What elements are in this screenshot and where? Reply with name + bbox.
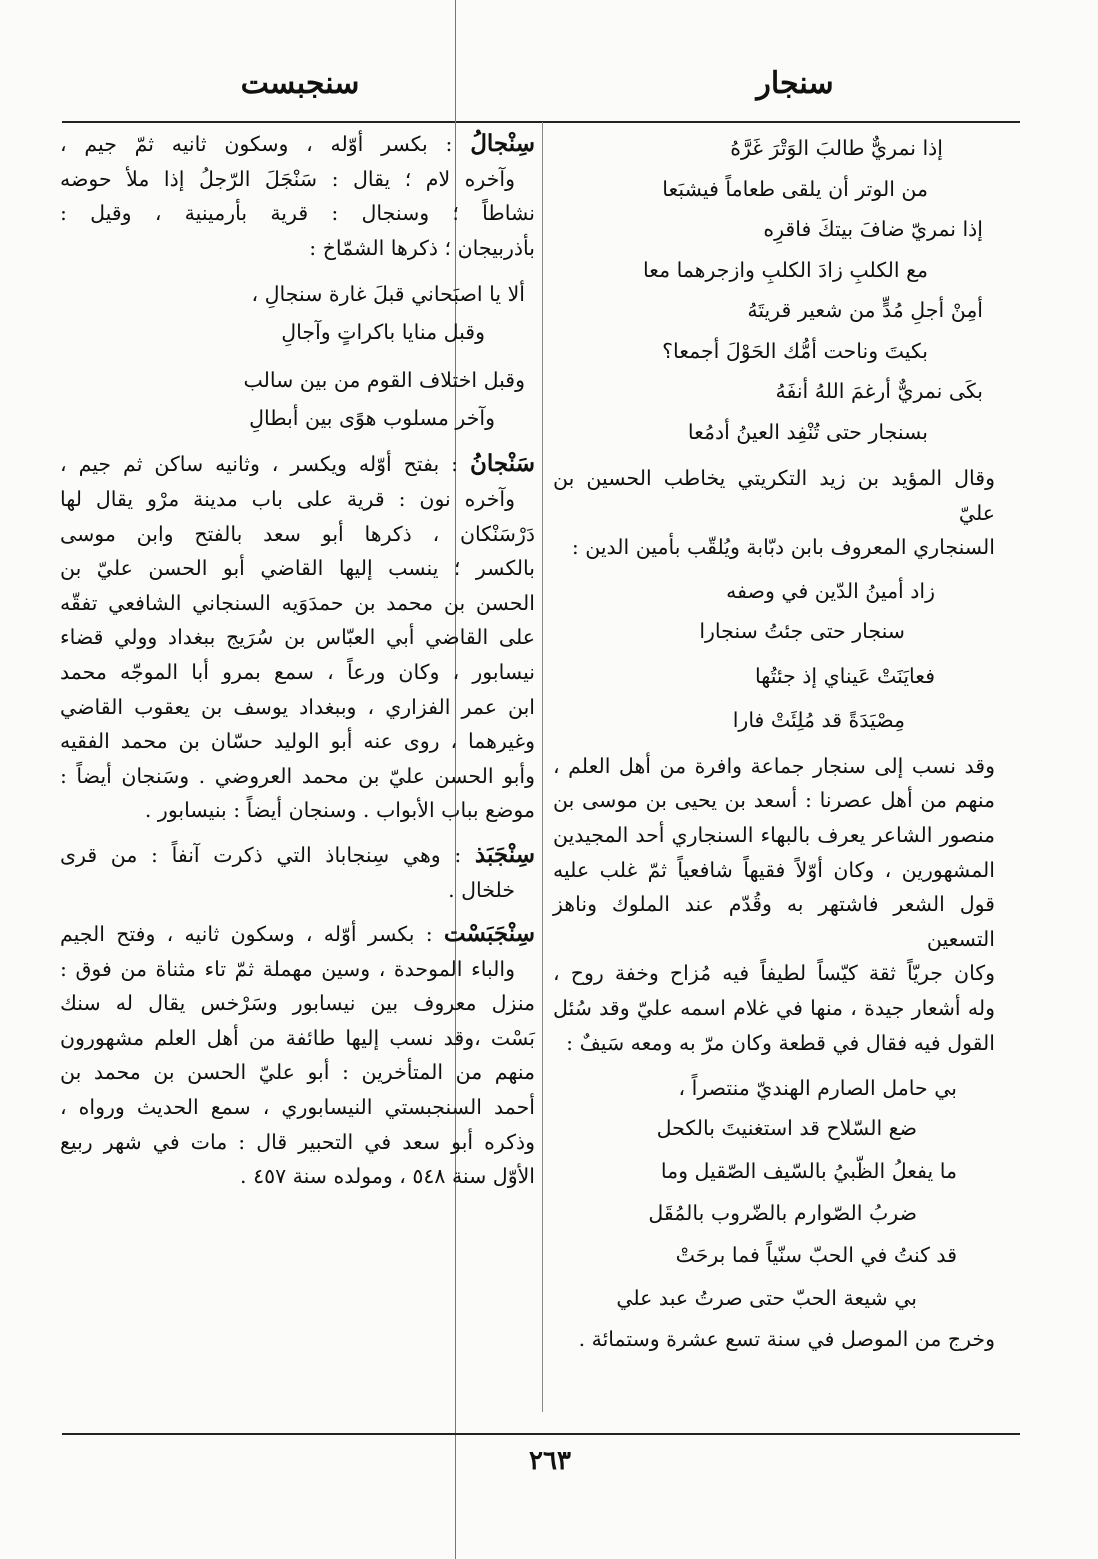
- text-line: الحسن بن محمد بن حمدَوَيه السنجاني الشافعي تفقّه: [60, 590, 535, 615]
- text-line: وذكره أبو سعد في التحبير قال : مات في شهر ربيع: [60, 1129, 535, 1154]
- entry-sanjan: [60, 447, 535, 828]
- verse-line: مِصْيَدَةً قد مُلِئَتْ فارا: [732, 707, 905, 732]
- verse-line: وقبل اختلاف القوم من بين سالب: [243, 368, 525, 393]
- verse-line: بي حامل الصارم الهنديّ منتصراً ،: [678, 1076, 957, 1101]
- text-line: وغيرهما ، روى عنه أبو الوليد حسّان بن محمد الفقيه: [60, 729, 535, 754]
- verse-line: مع الكلبِ زادَ الكلبِ وازجرهما معا: [642, 258, 928, 282]
- text-line: موضع بباب الأبواب . وسنجان أيضاً : بنيسابور .: [144, 798, 535, 823]
- text-line: : بكسر أوّله ، وسكون ثانيه ثمّ جيم ،: [60, 132, 453, 156]
- text-line: منصور الشاعر يعرف بالبهاء السنجاري أحد المجيدين: [553, 822, 995, 847]
- verse-line: زاد أمينُ الدّين في وصفه: [726, 578, 935, 603]
- verse-block-c: [553, 1068, 995, 1318]
- entry-sinjabast: [60, 917, 535, 1194]
- text-line: وأبو الحسن عليّ بن محمد العروضي . وسَنجان أيضاً :: [60, 763, 535, 788]
- verse-line: بكَى نمريٌّ أرغمَ اللهُ أنفَهُ: [775, 379, 983, 403]
- verse-block-sinjal-b: [60, 361, 535, 437]
- verse-block-a: [553, 127, 995, 451]
- verse-line: سنجار حتى جئتُ سنجارا: [699, 618, 905, 643]
- text-line: وآخره نون : قرية على باب مدينة مرْو يقال لها: [60, 486, 515, 511]
- text-line: والباء الموحدة ، وسين مهملة ثمّ تاء مثناة من فوق :: [60, 956, 515, 981]
- text-line: وقد نسب إلى سنجار جماعة وافرة من أهل العلم ،: [553, 753, 995, 778]
- text-line: ابن عمر الفزاري ، وببغداد يوسف بن يعقوب القاضي: [60, 694, 535, 719]
- headword: سِنْجَبَسْت: [443, 920, 535, 948]
- column-divider: [542, 122, 543, 1412]
- text-line: نيسابور ، وكان ورعاً ، سمع بمرو أبا الموجّه محمد: [60, 659, 535, 684]
- text-line: : وهي سِنجاباذ التي ذكرت آنفاً : من قرى: [60, 842, 462, 867]
- text-line: بأذربيجان ؛ ذكرها الشمّاخ :: [309, 235, 535, 260]
- bottom-rule: [62, 1433, 1020, 1435]
- text-line: دَرْسَنْكان ، ذكرها أبو سعد بالفتح وابن موسى: [60, 521, 535, 546]
- running-header-left: سنجبست: [240, 66, 360, 101]
- text-line: وكان جريّاً ثقة كيّساً لطيفاً فيه مُزاح وخفة روح ،: [553, 961, 995, 986]
- text-line: قول الشعر فاشتهر به وقُدّم عند الملوك وناهز التسعين: [553, 892, 995, 951]
- paragraph: [553, 749, 995, 1060]
- text-line: وخرج من الموصل في سنة تسع عشرة وستمائة .: [578, 1327, 995, 1352]
- headword: سِنْجالُ: [470, 130, 535, 157]
- text-line: السنجاري المعروف بابن دبّابة ويُلقّب بأمين الدين :: [571, 535, 995, 560]
- text-line: وآخره لام ؛ يقال : سَنْجَلَ الرّجلُ إذا ملأ حوضه: [60, 166, 515, 191]
- verse-line: من الوتر أن يلقى طعاماً فيشبَعا: [662, 177, 928, 201]
- text-line: أحمد السنجبستي النيسابوري ، سمع الحديث ورواه ،: [60, 1095, 535, 1120]
- text-line: بالكسر ؛ ينسب إليها القاضي أبو الحسن عليّ بن: [60, 556, 535, 581]
- entry-sinjabadh: [60, 838, 535, 907]
- verse-line: بكيتَ وناحت أمُّك الحَوْلَ أجمعا؟: [662, 339, 928, 363]
- text-line: منزل معروف بين نيسابور وسَرْخس يقال له سنك: [60, 991, 535, 1016]
- text-line: وقال المؤيد بن زيد التكريتي يخاطب الحسين بن عليّ: [553, 466, 995, 525]
- verse-line: أمِنْ أجلِ مُدٍّ من شعير قريتَهُ: [747, 298, 983, 322]
- verse-block-b: [553, 571, 995, 739]
- verse-line: وآخر مسلوب هوًى بين أبطالِ: [249, 406, 495, 431]
- verse-line: ضربُ الصّوارم بالضّروب بالمُقَل: [648, 1201, 917, 1226]
- text-line: القول فيه فقال في قطعة وكان مرّ به ومعه سَيفٌ :: [566, 1030, 995, 1055]
- text-line: على القاضي أبي العبّاس بن سُرَيج ببغداد وولي قضاء: [60, 625, 535, 650]
- text-line: : بفتح أوّله ويكسر ، وثانيه ساكن ثم جيم ،: [60, 452, 459, 477]
- verse-line: ألا يا اصبَحاني قبلَ غارة سنجالِ ،: [251, 282, 525, 307]
- text-line: خلخال .: [448, 877, 515, 902]
- verse-block-sinjal-a: [60, 275, 535, 351]
- verse-line: وقبل منايا باكراتٍ وآجالِ: [281, 320, 485, 345]
- verse-line: ضع السّلاح قد استغنيتَ بالكحل: [656, 1116, 917, 1141]
- verse-line: بي شيعة الحبّ حتى صرتُ عبد علي: [616, 1286, 917, 1311]
- verse-line: إذا نمريّ ضافَ بيتكَ فاقرِه: [763, 217, 983, 241]
- text-line: منهم من المتأخرين : أبو عليّ الحسن بن محمد بن: [60, 1060, 535, 1085]
- top-rule: [62, 121, 1020, 123]
- paragraph: [553, 461, 995, 565]
- text-line: المشهورين ، وكان أوّلاً فقيهاً شافعياً ثمّ غلب عليه: [553, 857, 995, 882]
- text-line: منهم من أهل عصرنا : أسعد بن يحيى بن موسى بن: [553, 788, 995, 813]
- verse-line: قد كنتُ في الحبّ سنّياً فما برحَتْ: [675, 1243, 957, 1268]
- entry-sinjal: [60, 127, 535, 265]
- running-header-right: سنجار: [756, 66, 834, 101]
- verse-line: فعايَنَتْ عَيناي إذ جئتُها: [755, 663, 935, 688]
- page-number: ٢٦٣: [529, 1446, 571, 1476]
- text-line: الأوّل سنة ٥٤٨ ، ومولده سنة ٤٥٧ .: [240, 1164, 535, 1189]
- verse-line: ما يفعلُ الظّبيُ بالسّيف الصّقيل وما: [660, 1159, 957, 1184]
- right-column: [553, 127, 995, 1357]
- text-line: بَسْت ،وقد نسب إليها طائفة من أهل العلم مشهورون: [60, 1025, 535, 1050]
- verse-line: بسنجار حتى تُنْفِد العينُ أدمُعا: [687, 420, 928, 444]
- text-line: : بكسر أوّله ، وسكون ثانيه ، وفتح الجيم: [60, 922, 433, 947]
- text-line: نشاطاً ؛ وسنجال : قرية بأرمينية ، وقيل :: [60, 201, 535, 226]
- verse-line: إذا نمريٌّ طالبَ الوَتْرَ غَرَّهُ: [730, 136, 943, 160]
- left-column: [60, 127, 535, 1194]
- text-line: وله أشعار جيدة ، منها في غلام اسمه عليّ وقد سُئل: [553, 995, 995, 1020]
- headword: سَنْجانُ: [470, 450, 535, 478]
- headword: سِنْجَبَذ: [474, 840, 535, 868]
